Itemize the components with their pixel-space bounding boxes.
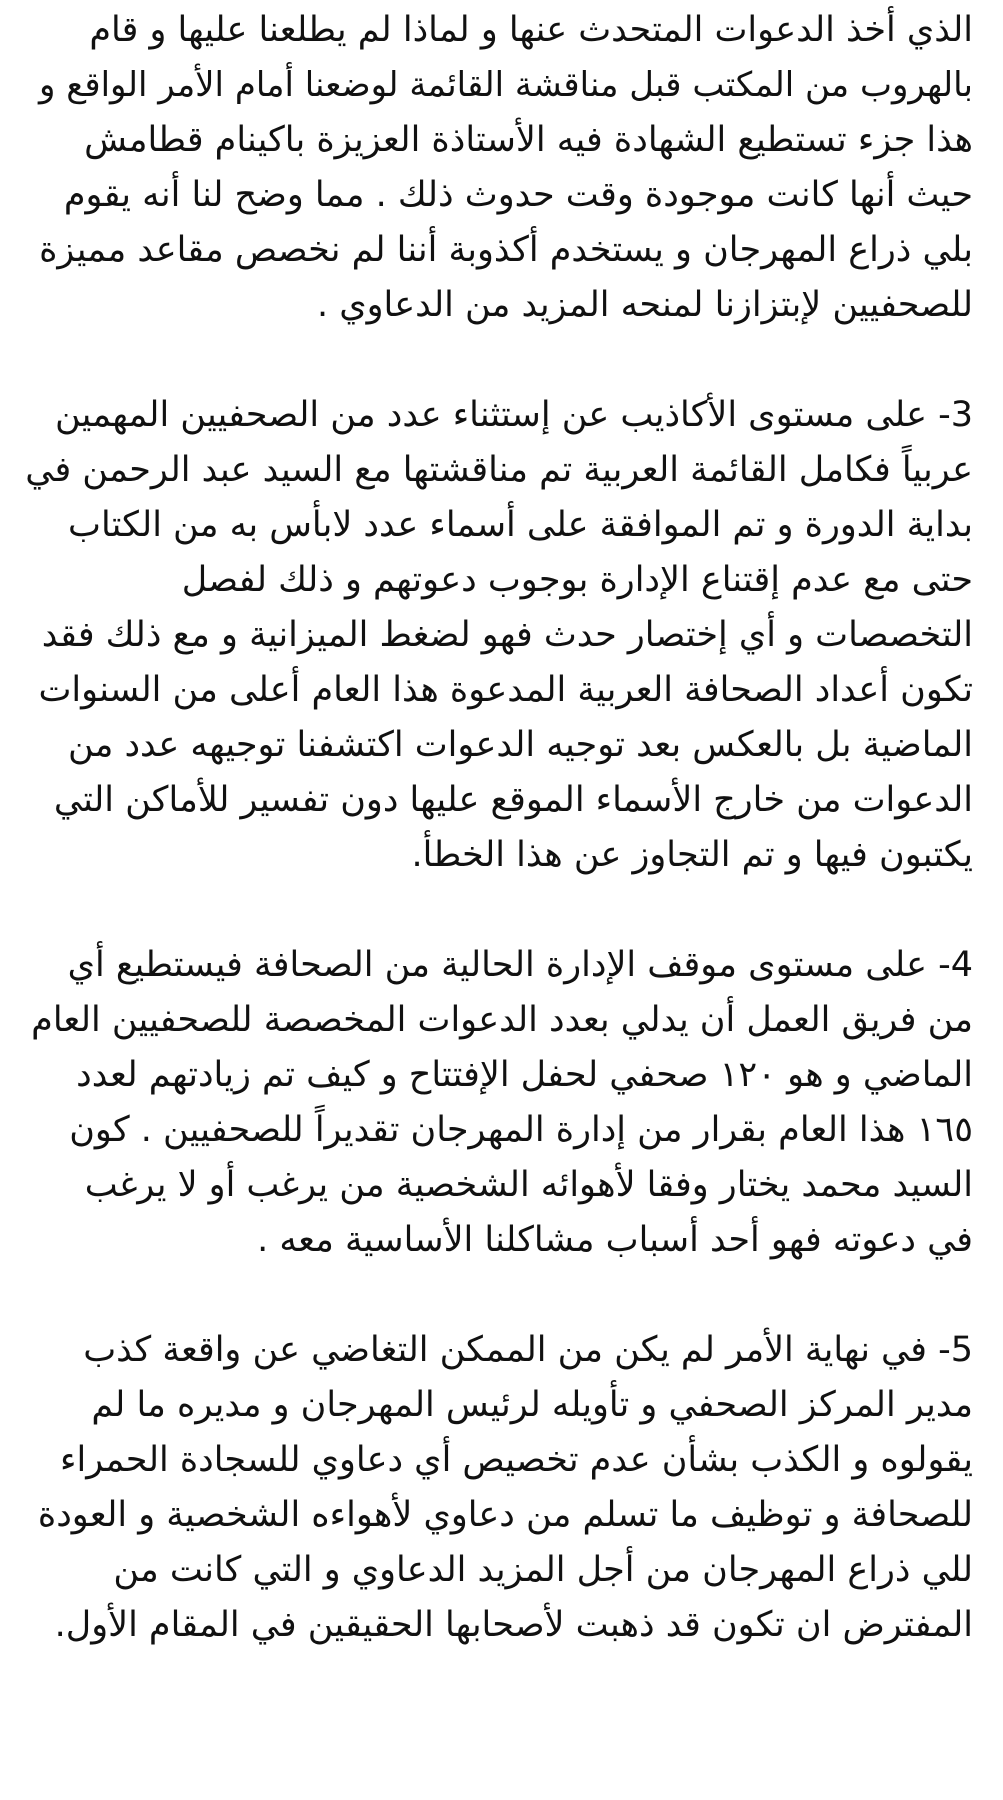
paragraph-1-line-1: الذي أخذ الدعوات المتحدث عنها و لماذا لم يطلعنا عليها و قام [89, 10, 973, 50]
paragraph-4-line-6: المفترض ان تكون قد ذهبت لأصحابها الحقيقين في المقام الأول. [54, 1605, 973, 1645]
paragraph-2-line-3: بداية الدورة و تم الموافقة على أسماء عدد لابأس به من الكتاب [68, 505, 973, 545]
paragraph-4-line-5: للي ذراع المهرجان من أجل المزيد الدعاوي و التي كانت من [113, 1550, 973, 1590]
paragraph-1-line-6: للصحفيين لإبتزازنا لمنحه المزيد من الدعاوي . [316, 285, 973, 325]
paragraph-2-line-9: يكتبون فيها و تم التجاوز عن هذا الخطأ. [411, 835, 973, 875]
paragraph-4-line-4: للصحافة و توظيف ما تسلم من دعاوي لأهواءه الشخصية و العودة [37, 1495, 973, 1535]
paragraph-1-line-5: بلي ذراع المهرجان و يستخدم أكذوبة أننا لم نخصص مقاعد مميزة [39, 230, 973, 270]
paragraph-3-line-2: من فريق العمل أن يدلي بعدد الدعوات المخصصة للصحفيين العام [31, 1000, 973, 1040]
paragraph-2-line-1: 3- على مستوى الأكاذيب عن إستثناء عدد من الصحفيين المهمين [54, 395, 973, 435]
paragraph-1-line-3: هذا جزء تستطيع الشهادة فيه الأستاذة العزيزة باكينام قطامش [84, 120, 973, 160]
paragraph-3-line-4: ١٦٥ هذا العام بقرار من إدارة المهرجان تقديراً للصحفيين . كون [69, 1110, 973, 1150]
paragraph-1-line-2: بالهروب من المكتب قبل مناقشة القائمة لوضعنا أمام الأمر الواقع و [39, 65, 973, 105]
paragraph-3-line-5: السيد محمد يختار وفقا لأهوائه الشخصية من يرغب أو لا يرغب [84, 1165, 973, 1205]
paragraph-2-line-4: حتى مع عدم إقتناع الإدارة بوجوب دعوتهم و ذلك لفصل [181, 560, 973, 600]
paragraph-3-line-1: 4- على مستوى موقف الإدارة الحالية من الصحافة فيستطيع أي [67, 945, 973, 985]
paragraph-2-line-8: الدعوات من خارج الأسماء الموقع عليها دون تفسير للأماكن التي [53, 780, 973, 820]
paragraph-4-line-3: يقولوه و الكذب بشأن عدم تخصيص أي دعاوي للسجادة الحمراء [60, 1440, 973, 1480]
paragraph-2-line-7: الماضية بل بالعكس بعد توجيه الدعوات اكتشفنا توجيهه عدد من [67, 725, 973, 765]
paragraph-4-line-1: 5- في نهاية الأمر لم يكن من الممكن التغاضي عن واقعة كذب [83, 1330, 973, 1370]
paragraph-1-line-4: حيث أنها كانت موجودة وقت حدوث ذلك . مما وضح لنا أنه يقوم [63, 175, 973, 215]
paragraph-2-line-5: التخصصات و أي إختصار حدث فهو لضغط الميزانية و مع ذلك فقد [41, 615, 973, 655]
paragraph-2-line-6: تكون أعداد الصحافة العربية المدعوة هذا العام أعلى من السنوات [38, 670, 973, 710]
paragraph-2-line-2: عربياً فكامل القائمة العربية تم مناقشتها مع السيد عبد الرحمن في [25, 450, 973, 490]
paragraph-3-line-6: في دعوته فهو أحد أسباب مشاكلنا الأساسية معه . [257, 1220, 973, 1260]
paragraph-4-line-2: مدير المركز الصحفي و تأويله لرئيس المهرجان و مديره ما لم [91, 1385, 973, 1425]
paragraph-3-line-3: الماضي و هو ١٢٠ صحفي لحفل الإفتتاح و كيف تم زيادتهم لعدد [76, 1055, 973, 1095]
